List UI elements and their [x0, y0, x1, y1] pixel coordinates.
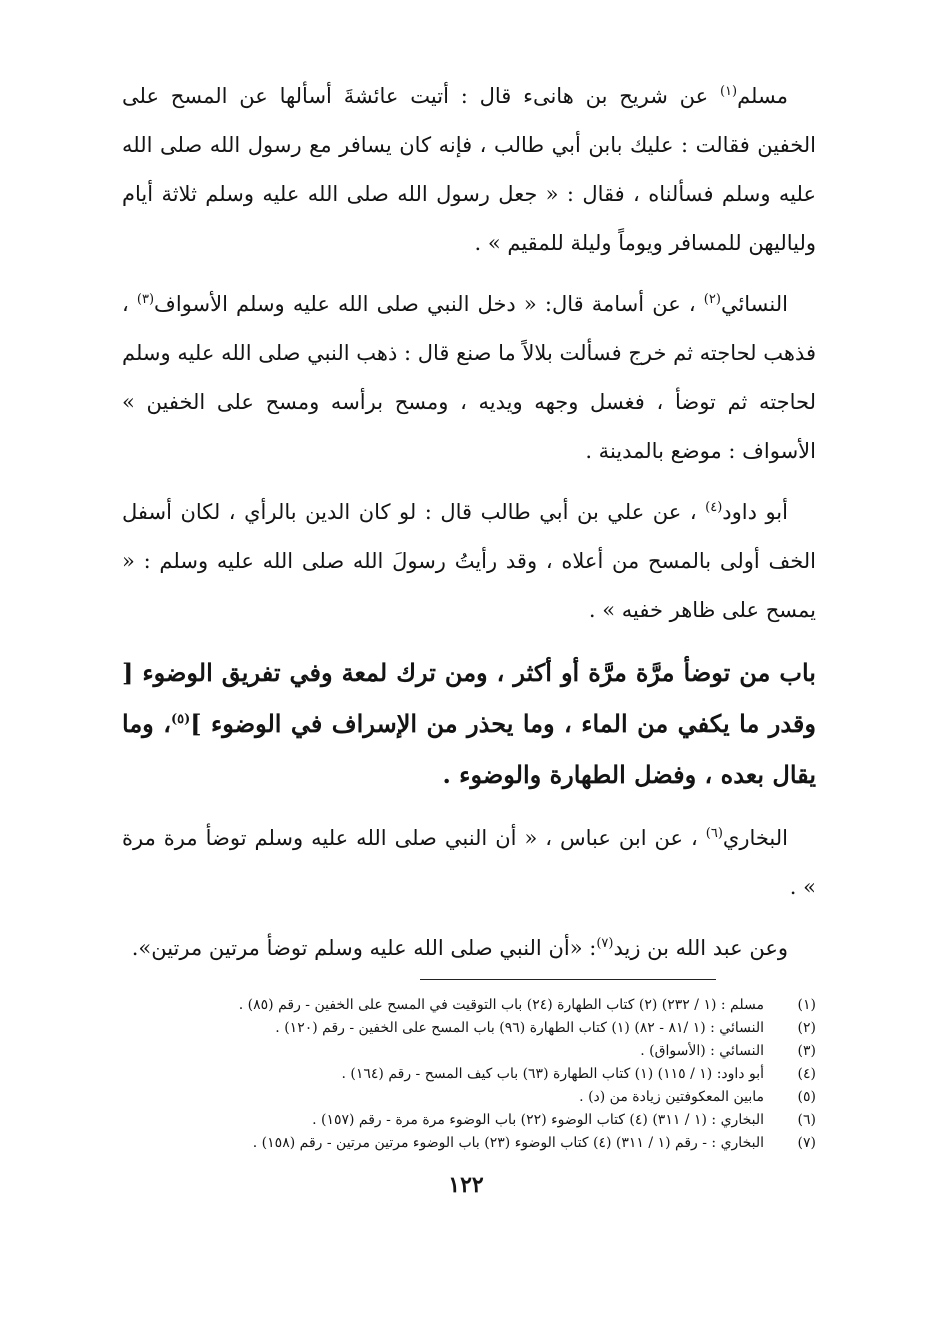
footnote-text: البخاري : (١ / ٣١١) (٤) كتاب الوضوء (٢٢) باب الوضوء مرة مرة - رقم (١٥٧) . — [312, 1112, 764, 1128]
source-name: وعن عبد الله بن زيد — [613, 936, 788, 960]
chapter-heading — [122, 647, 816, 800]
footnotes-list — [122, 994, 816, 1155]
paragraph-text: ، عن علي بن أبي طالب قال : لو كان الدين بالرأي ، لكان أسفل الخف أولى بالمسح من أعلاه ، وقد رأيتُ رسولَ الله صلى الله عليه وسلم : « يمسح على ظاهر خفيه » . — [122, 500, 816, 622]
footnote-item — [122, 1086, 816, 1109]
footnote-item — [122, 1017, 816, 1040]
footnote-text: النسائي : (١ /٨١ - ٨٢) (١) كتاب الطهارة (٩٦) باب المسح على الخفين - رقم (١٢٠) . — [275, 1020, 764, 1036]
footnote-item — [122, 994, 816, 1017]
footnote-text: البخاري : - رقم (١ / ٣١١) (٤) كتاب الوضوء (٢٣) باب الوضوء مرتين مرتين - رقم (١٥٨) . — [252, 1135, 764, 1151]
footnote-ref-5[interactable]: (٥) — [170, 712, 191, 727]
footnote-text: أبو داود: (١ / ١١٥) (١) كتاب الطهارة (٦٣) باب كيف المسح - رقم (١٦٤) . — [341, 1066, 764, 1082]
paragraph-nasai — [122, 280, 816, 476]
heading-text-continued: ، وما يقال بعده ، وفضل الطهارة والوضوء . — [122, 709, 816, 789]
footnote-ref-6[interactable]: (٦) — [705, 826, 723, 841]
footnote-ref-4[interactable]: (٤) — [705, 500, 723, 515]
footnote-text: مسلم : (١ / ٢٣٢) (٢) كتاب الطهارة (٢٤) باب التوقيت في المسح على الخفين - رقم (٨٥) . — [238, 997, 764, 1013]
separator-line — [420, 979, 716, 980]
source-name: النسائي — [720, 292, 788, 316]
page-number: ١٢٢ — [448, 1172, 484, 1198]
footnote-number: (٧) — [797, 1135, 816, 1151]
footnote-number: (١) — [797, 997, 816, 1013]
footnote-number: (٦) — [797, 1112, 816, 1128]
heading-text: باب من توضأ مرَّة مرَّة أو أكثر ، ومن ترك لمعة وفي تفريق الوضوء [ وقدر ما يكفي من الماء ، وما يحذر من الإسراف في الوضوء ] — [122, 658, 816, 738]
footnote-number: (٥) — [797, 1089, 816, 1105]
footnote-text: النسائي : (الأسواق) . — [640, 1043, 764, 1059]
paragraph-muslim — [122, 72, 816, 268]
footnote-item — [122, 1109, 816, 1132]
footnote-number: (٣) — [797, 1043, 816, 1059]
paragraph-bukhari — [122, 814, 816, 912]
footnote-item — [122, 1040, 816, 1063]
footnote-item — [122, 1063, 816, 1086]
paragraph-text: ، عن أسامة قال: « دخل النبي صلى الله عليه وسلم الأسواف — [154, 292, 704, 316]
paragraph-abdullah-bin-zaid — [122, 924, 816, 973]
footnote-ref-2[interactable]: (٢) — [703, 292, 721, 307]
source-name: مسلم — [737, 84, 788, 108]
footnote-ref-7[interactable]: (٧) — [596, 936, 614, 951]
footnote-ref-3[interactable]: (٣) — [136, 292, 155, 307]
source-name: أبو داود — [722, 500, 788, 524]
paragraph-abu-dawud — [122, 488, 816, 635]
footnote-ref-1[interactable]: (١) — [719, 84, 738, 99]
footnote-number: (٤) — [797, 1066, 816, 1082]
paragraph-text-continued: ، فذهب لحاجته ثم خرج فسألت بلالاً ما صنع قال : ذهب النبي صلى الله عليه وسلم لحاجته ثم توضأ ، فغسل وجهه ويديه ، ومسح برأسه ومسح على الخفين » الأسواف : موضع بالمدينة . — [122, 292, 816, 463]
footnote-text: مابين المعكوفتين زيادة من (د) . — [579, 1089, 764, 1105]
footnote-item — [122, 1132, 816, 1155]
paragraph-text: ، عن ابن عباس ، « أن النبي صلى الله عليه وسلم توضأ مرة مرة » . — [122, 826, 816, 899]
source-name: البخاري — [722, 826, 788, 850]
footnote-number: (٢) — [797, 1020, 816, 1036]
paragraph-text: عن شريح بن هانىء قال : أتيت عائشةَ أسألها عن المسح على الخفين فقالت : عليك بابن أبي طالب ، فإنه كان يسافر مع رسول الله صلى الله عليه وسلم فسألناه ، فقال : « جعل رسول الله صلى الله عليه وسلم ثلاثة أيام ولياليهن للمسافر ويوماً وليلة للمقيم » . — [122, 84, 816, 255]
paragraph-text: : «أن النبي صلى الله عليه وسلم توضأ مرتين مرتين». — [131, 936, 597, 960]
footnote-separator — [122, 979, 816, 980]
